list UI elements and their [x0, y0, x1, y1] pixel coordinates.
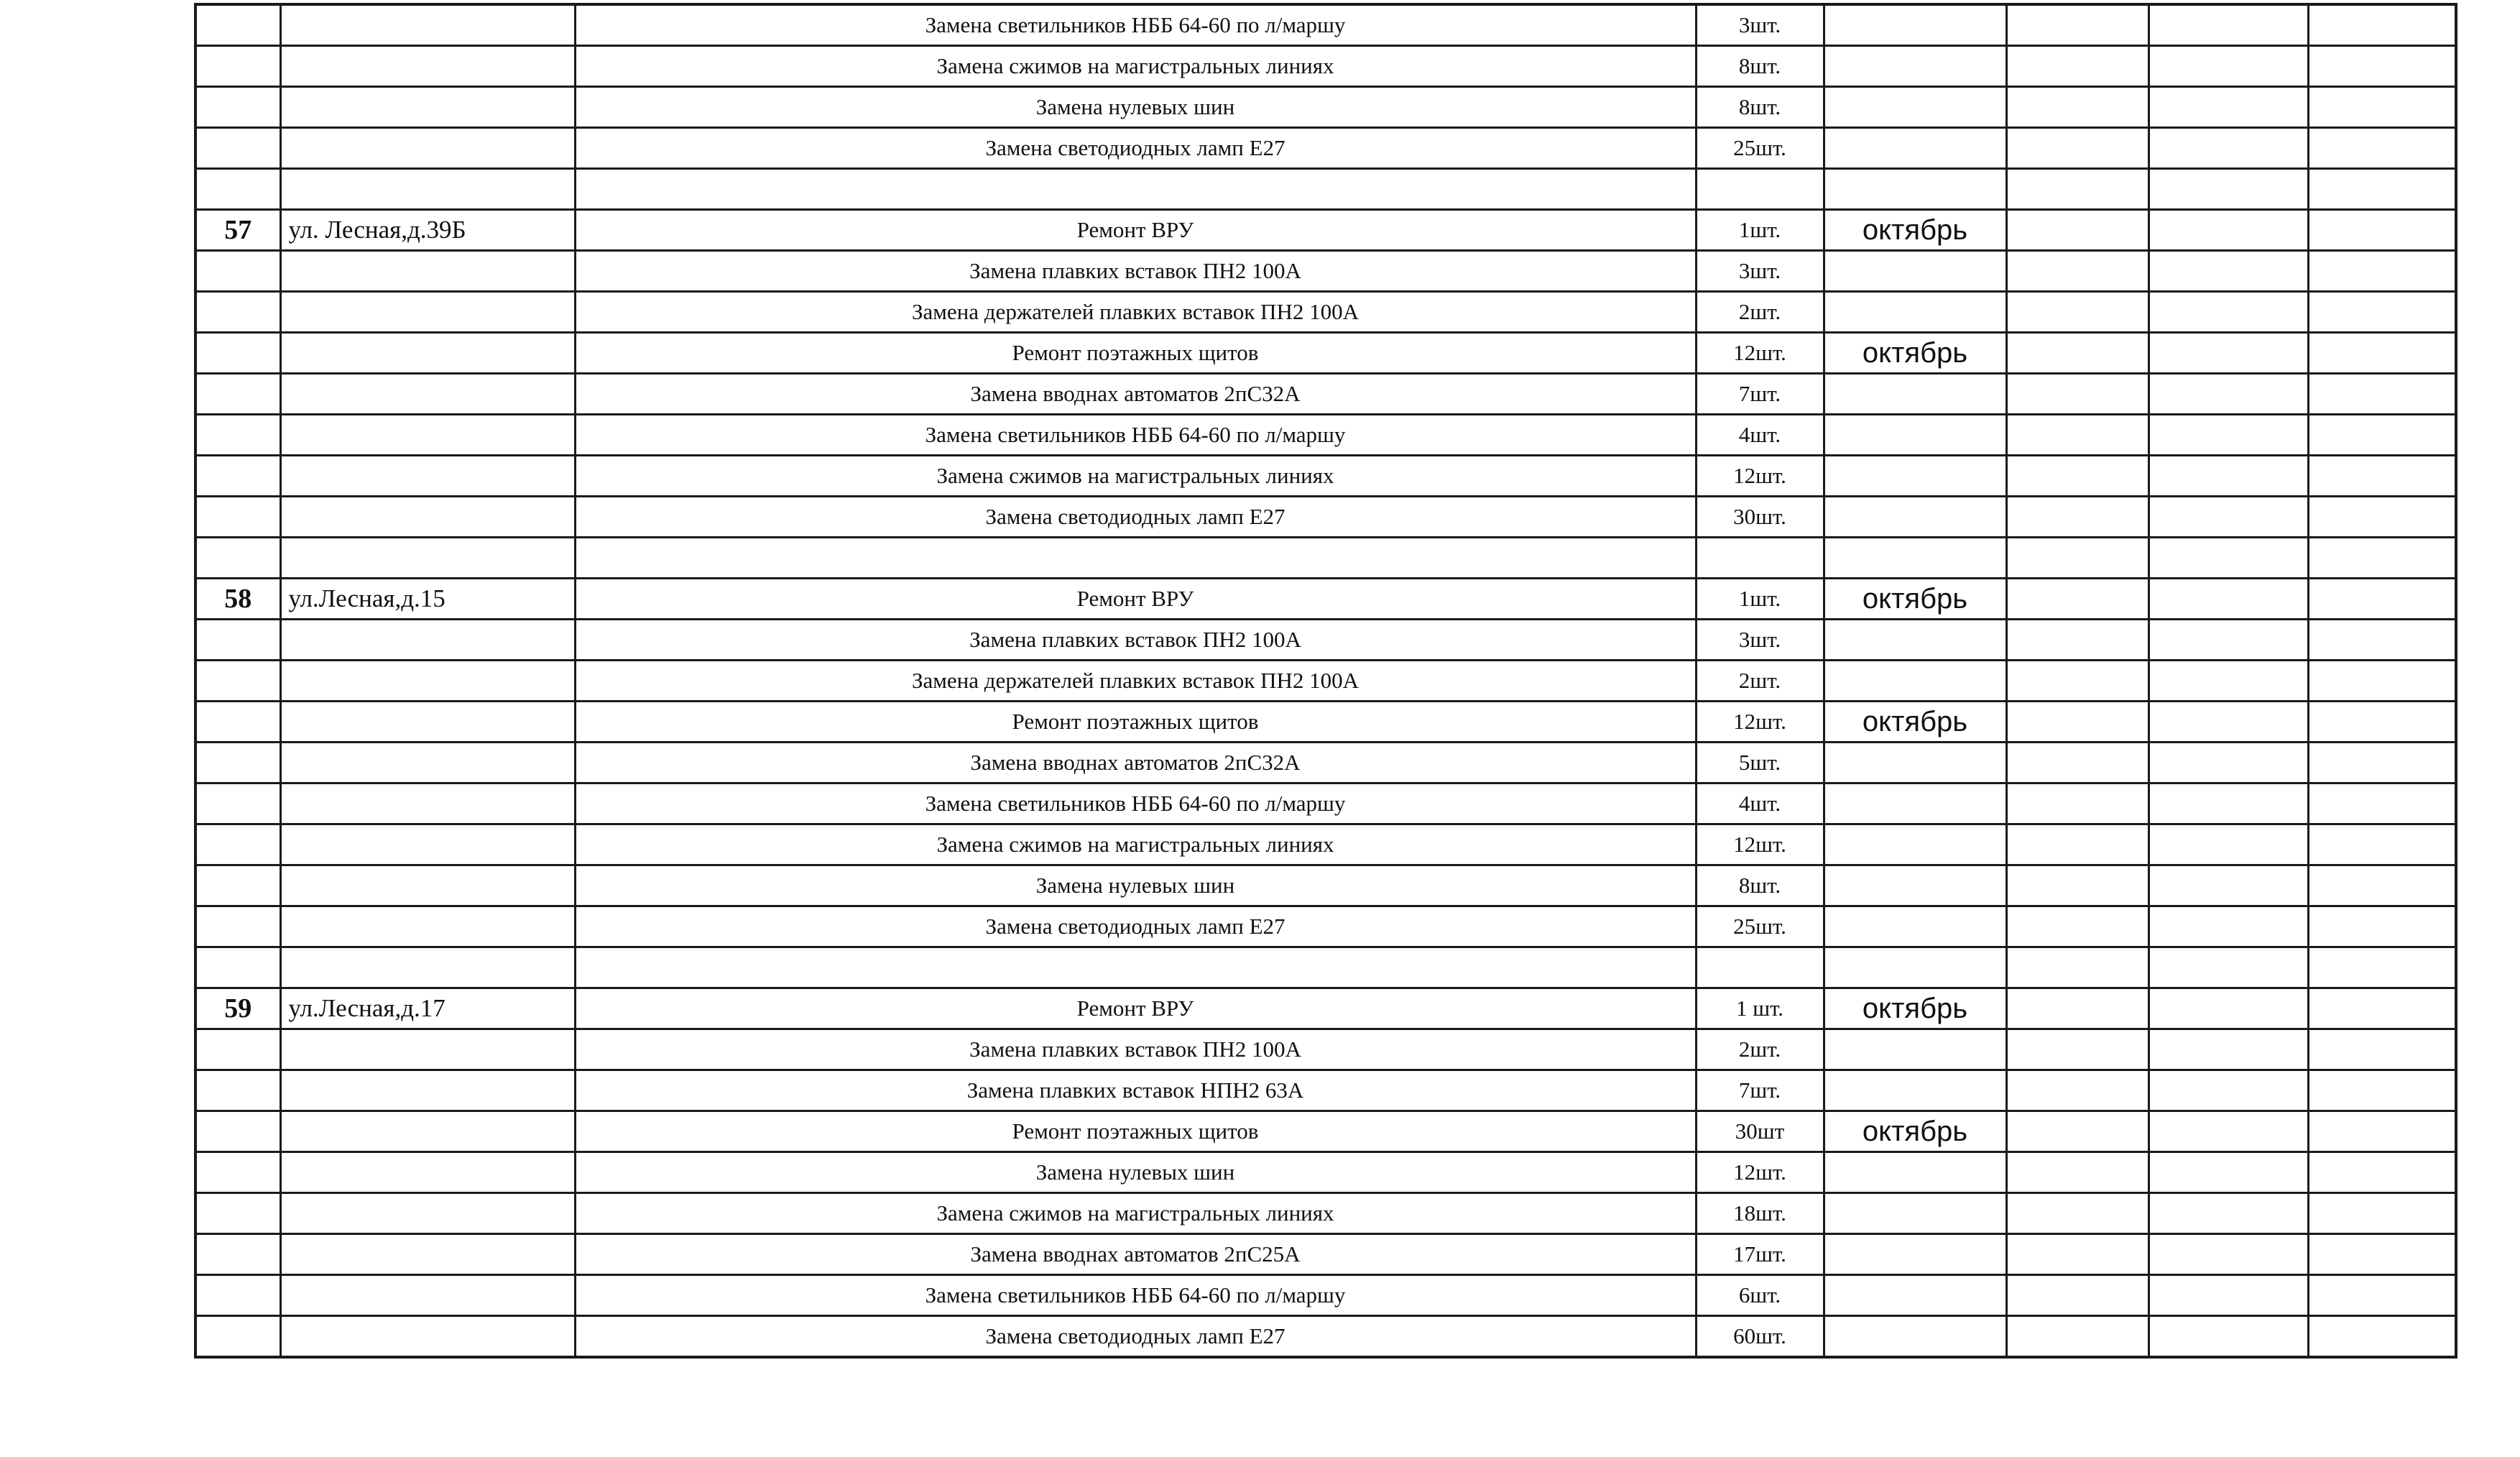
empty-cell: [2308, 865, 2456, 906]
empty-cell: [2006, 210, 2149, 251]
empty-cell: [2308, 456, 2456, 497]
quantity-cell: 30шт.: [1696, 497, 1824, 538]
month-cell: октябрь: [1824, 210, 2006, 251]
work-description: Замена нулевых шин: [575, 87, 1696, 128]
empty-cell: [2149, 497, 2308, 538]
empty-cell: [2149, 415, 2308, 456]
empty-cell: [2149, 865, 2308, 906]
row-number: [195, 1234, 280, 1275]
empty-cell: [2308, 4, 2456, 46]
row-number: [195, 251, 280, 292]
row-number: [195, 538, 280, 579]
empty-cell: [2006, 824, 2149, 865]
table-row: [195, 4, 2456, 46]
empty-cell: [2308, 169, 2456, 210]
work-description: Замена вводнах автоматов 2пС25А: [575, 1234, 1696, 1275]
month-cell: [1824, 1070, 2006, 1111]
month-cell: [1824, 1234, 2006, 1275]
empty-cell: [2149, 1070, 2308, 1111]
row-number: [195, 783, 280, 824]
empty-cell: [2149, 1193, 2308, 1234]
empty-cell: [2308, 702, 2456, 743]
work-description: Замена светильников НББ 64-60 по л/маршу: [575, 783, 1696, 824]
empty-cell: [2006, 579, 2149, 620]
month-cell: [1824, 374, 2006, 415]
work-description: [575, 538, 1696, 579]
work-description: Замена светильников НББ 64-60 по л/маршу: [575, 1275, 1696, 1316]
empty-cell: [2149, 743, 2308, 783]
empty-cell: [2308, 661, 2456, 702]
table-row: [195, 46, 2456, 87]
empty-cell: [2308, 251, 2456, 292]
empty-cell: [2308, 374, 2456, 415]
quantity-cell: 7шт.: [1696, 1070, 1824, 1111]
quantity-cell: 12шт.: [1696, 702, 1824, 743]
table-row: [195, 87, 2456, 128]
quantity-cell: 3шт.: [1696, 620, 1824, 661]
empty-cell: [2149, 988, 2308, 1029]
empty-cell: [2006, 415, 2149, 456]
empty-cell: [2006, 906, 2149, 947]
work-description: Замена держателей плавких вставок ПН2 100А: [575, 292, 1696, 333]
table-row: [195, 251, 2456, 292]
month-cell: [1824, 169, 2006, 210]
work-description: Замена сжимов на магистральных линиях: [575, 46, 1696, 87]
row-number: [195, 1316, 280, 1358]
table-row: [195, 292, 2456, 333]
address-cell: [280, 456, 575, 497]
table-row: [195, 620, 2456, 661]
address-cell: [280, 1111, 575, 1152]
table-row: [195, 456, 2456, 497]
empty-cell: [2308, 1111, 2456, 1152]
empty-cell: [2006, 783, 2149, 824]
table-row: [195, 865, 2456, 906]
empty-cell: [2006, 333, 2149, 374]
empty-cell: [2149, 620, 2308, 661]
quantity-cell: 5шт.: [1696, 743, 1824, 783]
work-description: Ремонт ВРУ: [575, 988, 1696, 1029]
quantity-cell: 4шт.: [1696, 783, 1824, 824]
quantity-cell: 30шт: [1696, 1111, 1824, 1152]
row-number: [195, 333, 280, 374]
empty-cell: [2006, 292, 2149, 333]
address-cell: [280, 743, 575, 783]
empty-cell: [2308, 1316, 2456, 1358]
quantity-cell: 12шт.: [1696, 456, 1824, 497]
empty-cell: [2149, 1029, 2308, 1070]
empty-cell: [2006, 456, 2149, 497]
row-number: [195, 46, 280, 87]
empty-cell: [2308, 743, 2456, 783]
empty-cell: [2006, 46, 2149, 87]
empty-cell: [2308, 46, 2456, 87]
table-row: [195, 497, 2456, 538]
empty-cell: [2149, 1152, 2308, 1193]
work-schedule-table: [194, 3, 2457, 1359]
address-cell: [280, 1193, 575, 1234]
work-description: Замена светодиодных ламп Е27: [575, 1316, 1696, 1358]
empty-cell: [2006, 865, 2149, 906]
quantity-cell: 25шт.: [1696, 128, 1824, 169]
address-cell: [280, 1070, 575, 1111]
work-description: Замена светодиодных ламп Е27: [575, 128, 1696, 169]
quantity-cell: [1696, 947, 1824, 988]
empty-cell: [2149, 824, 2308, 865]
empty-cell: [2149, 210, 2308, 251]
month-cell: октябрь: [1824, 333, 2006, 374]
address-cell: [280, 702, 575, 743]
work-description: Ремонт ВРУ: [575, 210, 1696, 251]
quantity-cell: 2шт.: [1696, 1029, 1824, 1070]
quantity-cell: 8шт.: [1696, 87, 1824, 128]
table-row: [195, 128, 2456, 169]
empty-cell: [2308, 1193, 2456, 1234]
address-cell: [280, 783, 575, 824]
quantity-cell: [1696, 169, 1824, 210]
work-description: Ремонт поэтажных щитов: [575, 333, 1696, 374]
empty-cell: [2149, 702, 2308, 743]
month-cell: [1824, 906, 2006, 947]
empty-cell: [2149, 1234, 2308, 1275]
work-description: Замена вводнах автоматов 2пС32А: [575, 374, 1696, 415]
empty-cell: [2149, 4, 2308, 46]
row-number: 58: [195, 579, 280, 620]
quantity-cell: 3шт.: [1696, 4, 1824, 46]
quantity-cell: 2шт.: [1696, 661, 1824, 702]
address-cell: [280, 620, 575, 661]
month-cell: [1824, 456, 2006, 497]
month-cell: [1824, 1316, 2006, 1358]
empty-cell: [2149, 333, 2308, 374]
empty-cell: [2006, 169, 2149, 210]
empty-cell: [2308, 128, 2456, 169]
work-description: Замена нулевых шин: [575, 1152, 1696, 1193]
empty-cell: [2149, 292, 2308, 333]
address-cell: ул. Лесная,д.39Б: [280, 210, 575, 251]
address-cell: [280, 1316, 575, 1358]
row-number: [195, 1152, 280, 1193]
quantity-cell: 6шт.: [1696, 1275, 1824, 1316]
month-cell: [1824, 497, 2006, 538]
month-cell: [1824, 1152, 2006, 1193]
work-description: Замена плавких вставок ПН2 100А: [575, 1029, 1696, 1070]
empty-cell: [2006, 743, 2149, 783]
empty-cell: [2006, 1193, 2149, 1234]
work-description: Замена светодиодных ламп Е27: [575, 906, 1696, 947]
month-cell: октябрь: [1824, 702, 2006, 743]
row-number: [195, 1193, 280, 1234]
work-description: Ремонт поэтажных щитов: [575, 1111, 1696, 1152]
empty-cell: [2149, 169, 2308, 210]
row-number: [195, 620, 280, 661]
quantity-cell: 18шт.: [1696, 1193, 1824, 1234]
empty-cell: [2006, 128, 2149, 169]
quantity-cell: 1шт.: [1696, 579, 1824, 620]
address-cell: [280, 1029, 575, 1070]
row-number: [195, 661, 280, 702]
work-description: Замена плавких вставок ПН2 100А: [575, 251, 1696, 292]
quantity-cell: 12шт.: [1696, 1152, 1824, 1193]
address-cell: [280, 538, 575, 579]
table-row: [195, 947, 2456, 988]
row-number: [195, 169, 280, 210]
table-row: [195, 169, 2456, 210]
empty-cell: [2006, 1275, 2149, 1316]
empty-cell: [2308, 824, 2456, 865]
empty-cell: [2006, 497, 2149, 538]
empty-cell: [2308, 1070, 2456, 1111]
empty-cell: [2006, 538, 2149, 579]
month-cell: октябрь: [1824, 1111, 2006, 1152]
address-cell: ул.Лесная,д.15: [280, 579, 575, 620]
work-description: [575, 947, 1696, 988]
table-row: [195, 702, 2456, 743]
empty-cell: [2308, 1152, 2456, 1193]
table-row: [195, 210, 2456, 251]
row-number: 57: [195, 210, 280, 251]
month-cell: [1824, 87, 2006, 128]
empty-cell: [2308, 87, 2456, 128]
work-description: Замена вводнах автоматов 2пС32А: [575, 743, 1696, 783]
address-cell: [280, 169, 575, 210]
empty-cell: [2006, 1152, 2149, 1193]
row-number: [195, 497, 280, 538]
quantity-cell: 3шт.: [1696, 251, 1824, 292]
empty-cell: [2006, 661, 2149, 702]
address-cell: [280, 4, 575, 46]
month-cell: [1824, 4, 2006, 46]
quantity-cell: 12шт.: [1696, 333, 1824, 374]
month-cell: [1824, 538, 2006, 579]
row-number: [195, 456, 280, 497]
row-number: [195, 1070, 280, 1111]
quantity-cell: 60шт.: [1696, 1316, 1824, 1358]
empty-cell: [2006, 1111, 2149, 1152]
empty-cell: [2308, 947, 2456, 988]
empty-cell: [2149, 1316, 2308, 1358]
row-number: [195, 824, 280, 865]
month-cell: октябрь: [1824, 988, 2006, 1029]
empty-cell: [2006, 4, 2149, 46]
row-number: [195, 4, 280, 46]
table-row: [195, 743, 2456, 783]
table-row: [195, 1070, 2456, 1111]
row-number: [195, 1029, 280, 1070]
row-number: [195, 128, 280, 169]
row-number: [195, 906, 280, 947]
work-description: [575, 169, 1696, 210]
month-cell: [1824, 783, 2006, 824]
work-description: Замена плавких вставок НПН2 63А: [575, 1070, 1696, 1111]
empty-cell: [2308, 333, 2456, 374]
address-cell: [280, 128, 575, 169]
empty-cell: [2006, 87, 2149, 128]
address-cell: [280, 374, 575, 415]
empty-cell: [2149, 783, 2308, 824]
empty-cell: [2149, 46, 2308, 87]
quantity-cell: 25шт.: [1696, 906, 1824, 947]
address-cell: [280, 1275, 575, 1316]
table-row: [195, 661, 2456, 702]
month-cell: [1824, 661, 2006, 702]
address-cell: [280, 87, 575, 128]
row-number: [195, 415, 280, 456]
table-body: [195, 4, 2456, 1357]
row-number: [195, 292, 280, 333]
empty-cell: [2006, 1234, 2149, 1275]
work-description: Замена светильников НББ 64-60 по л/маршу: [575, 4, 1696, 46]
work-description: Замена сжимов на магистральных линиях: [575, 824, 1696, 865]
month-cell: [1824, 947, 2006, 988]
quantity-cell: 8шт.: [1696, 865, 1824, 906]
table-row: [195, 415, 2456, 456]
empty-cell: [2149, 538, 2308, 579]
table-row: [195, 538, 2456, 579]
work-description: Замена светодиодных ламп Е27: [575, 497, 1696, 538]
table-row: [195, 1029, 2456, 1070]
empty-cell: [2149, 251, 2308, 292]
empty-cell: [2149, 661, 2308, 702]
address-cell: [280, 1152, 575, 1193]
table-row: [195, 906, 2456, 947]
empty-cell: [2149, 128, 2308, 169]
month-cell: [1824, 743, 2006, 783]
quantity-cell: [1696, 538, 1824, 579]
work-description: Замена нулевых шин: [575, 865, 1696, 906]
quantity-cell: 2шт.: [1696, 292, 1824, 333]
work-description: Ремонт поэтажных щитов: [575, 702, 1696, 743]
quantity-cell: 17шт.: [1696, 1234, 1824, 1275]
table-row: [195, 374, 2456, 415]
empty-cell: [2006, 1070, 2149, 1111]
address-cell: [280, 865, 575, 906]
address-cell: [280, 497, 575, 538]
table-row: [195, 1275, 2456, 1316]
table-row: [195, 988, 2456, 1029]
empty-cell: [2149, 1275, 2308, 1316]
empty-cell: [2308, 497, 2456, 538]
address-cell: [280, 292, 575, 333]
address-cell: [280, 46, 575, 87]
month-cell: [1824, 292, 2006, 333]
address-cell: [280, 661, 575, 702]
empty-cell: [2006, 702, 2149, 743]
work-description: Замена сжимов на магистральных линиях: [575, 456, 1696, 497]
empty-cell: [2308, 538, 2456, 579]
work-description: Замена светильников НББ 64-60 по л/маршу: [575, 415, 1696, 456]
table-row: [195, 1193, 2456, 1234]
table-row: [195, 783, 2456, 824]
row-number: [195, 947, 280, 988]
month-cell: [1824, 1275, 2006, 1316]
month-cell: [1824, 1193, 2006, 1234]
empty-cell: [2006, 1316, 2149, 1358]
address-cell: [280, 251, 575, 292]
empty-cell: [2308, 210, 2456, 251]
address-cell: [280, 906, 575, 947]
row-number: [195, 87, 280, 128]
table-row: [195, 824, 2456, 865]
empty-cell: [2308, 906, 2456, 947]
month-cell: [1824, 46, 2006, 87]
month-cell: [1824, 1029, 2006, 1070]
empty-cell: [2149, 947, 2308, 988]
empty-cell: [2308, 988, 2456, 1029]
table-row: [195, 1152, 2456, 1193]
empty-cell: [2308, 579, 2456, 620]
empty-cell: [2308, 415, 2456, 456]
row-number: [195, 1275, 280, 1316]
empty-cell: [2308, 783, 2456, 824]
address-cell: [280, 824, 575, 865]
empty-cell: [2308, 1275, 2456, 1316]
month-cell: [1824, 620, 2006, 661]
empty-cell: [2149, 87, 2308, 128]
quantity-cell: 1шт.: [1696, 210, 1824, 251]
month-cell: [1824, 415, 2006, 456]
month-cell: [1824, 251, 2006, 292]
address-cell: ул.Лесная,д.17: [280, 988, 575, 1029]
table-row: [195, 1111, 2456, 1152]
empty-cell: [2149, 456, 2308, 497]
empty-cell: [2149, 579, 2308, 620]
month-cell: [1824, 824, 2006, 865]
empty-cell: [2006, 374, 2149, 415]
work-description: Ремонт ВРУ: [575, 579, 1696, 620]
quantity-cell: 12шт.: [1696, 824, 1824, 865]
address-cell: [280, 1234, 575, 1275]
empty-cell: [2308, 292, 2456, 333]
table-row: [195, 1316, 2456, 1358]
row-number: 59: [195, 988, 280, 1029]
address-cell: [280, 415, 575, 456]
row-number: [195, 1111, 280, 1152]
table-row: [195, 333, 2456, 374]
quantity-cell: 8шт.: [1696, 46, 1824, 87]
empty-cell: [2149, 906, 2308, 947]
empty-cell: [2149, 374, 2308, 415]
empty-cell: [2006, 947, 2149, 988]
row-number: [195, 702, 280, 743]
empty-cell: [2308, 1234, 2456, 1275]
month-cell: октябрь: [1824, 579, 2006, 620]
row-number: [195, 374, 280, 415]
work-description: Замена плавких вставок ПН2 100А: [575, 620, 1696, 661]
table-row: [195, 579, 2456, 620]
empty-cell: [2006, 620, 2149, 661]
address-cell: [280, 947, 575, 988]
quantity-cell: 7шт.: [1696, 374, 1824, 415]
address-cell: [280, 333, 575, 374]
month-cell: [1824, 128, 2006, 169]
empty-cell: [2006, 1029, 2149, 1070]
table-row: [195, 1234, 2456, 1275]
empty-cell: [2149, 1111, 2308, 1152]
work-description: Замена сжимов на магистральных линиях: [575, 1193, 1696, 1234]
row-number: [195, 865, 280, 906]
empty-cell: [2308, 620, 2456, 661]
empty-cell: [2308, 1029, 2456, 1070]
empty-cell: [2006, 251, 2149, 292]
work-description: Замена держателей плавких вставок ПН2 100А: [575, 661, 1696, 702]
empty-cell: [2006, 988, 2149, 1029]
quantity-cell: 1 шт.: [1696, 988, 1824, 1029]
month-cell: [1824, 865, 2006, 906]
quantity-cell: 4шт.: [1696, 415, 1824, 456]
row-number: [195, 743, 280, 783]
